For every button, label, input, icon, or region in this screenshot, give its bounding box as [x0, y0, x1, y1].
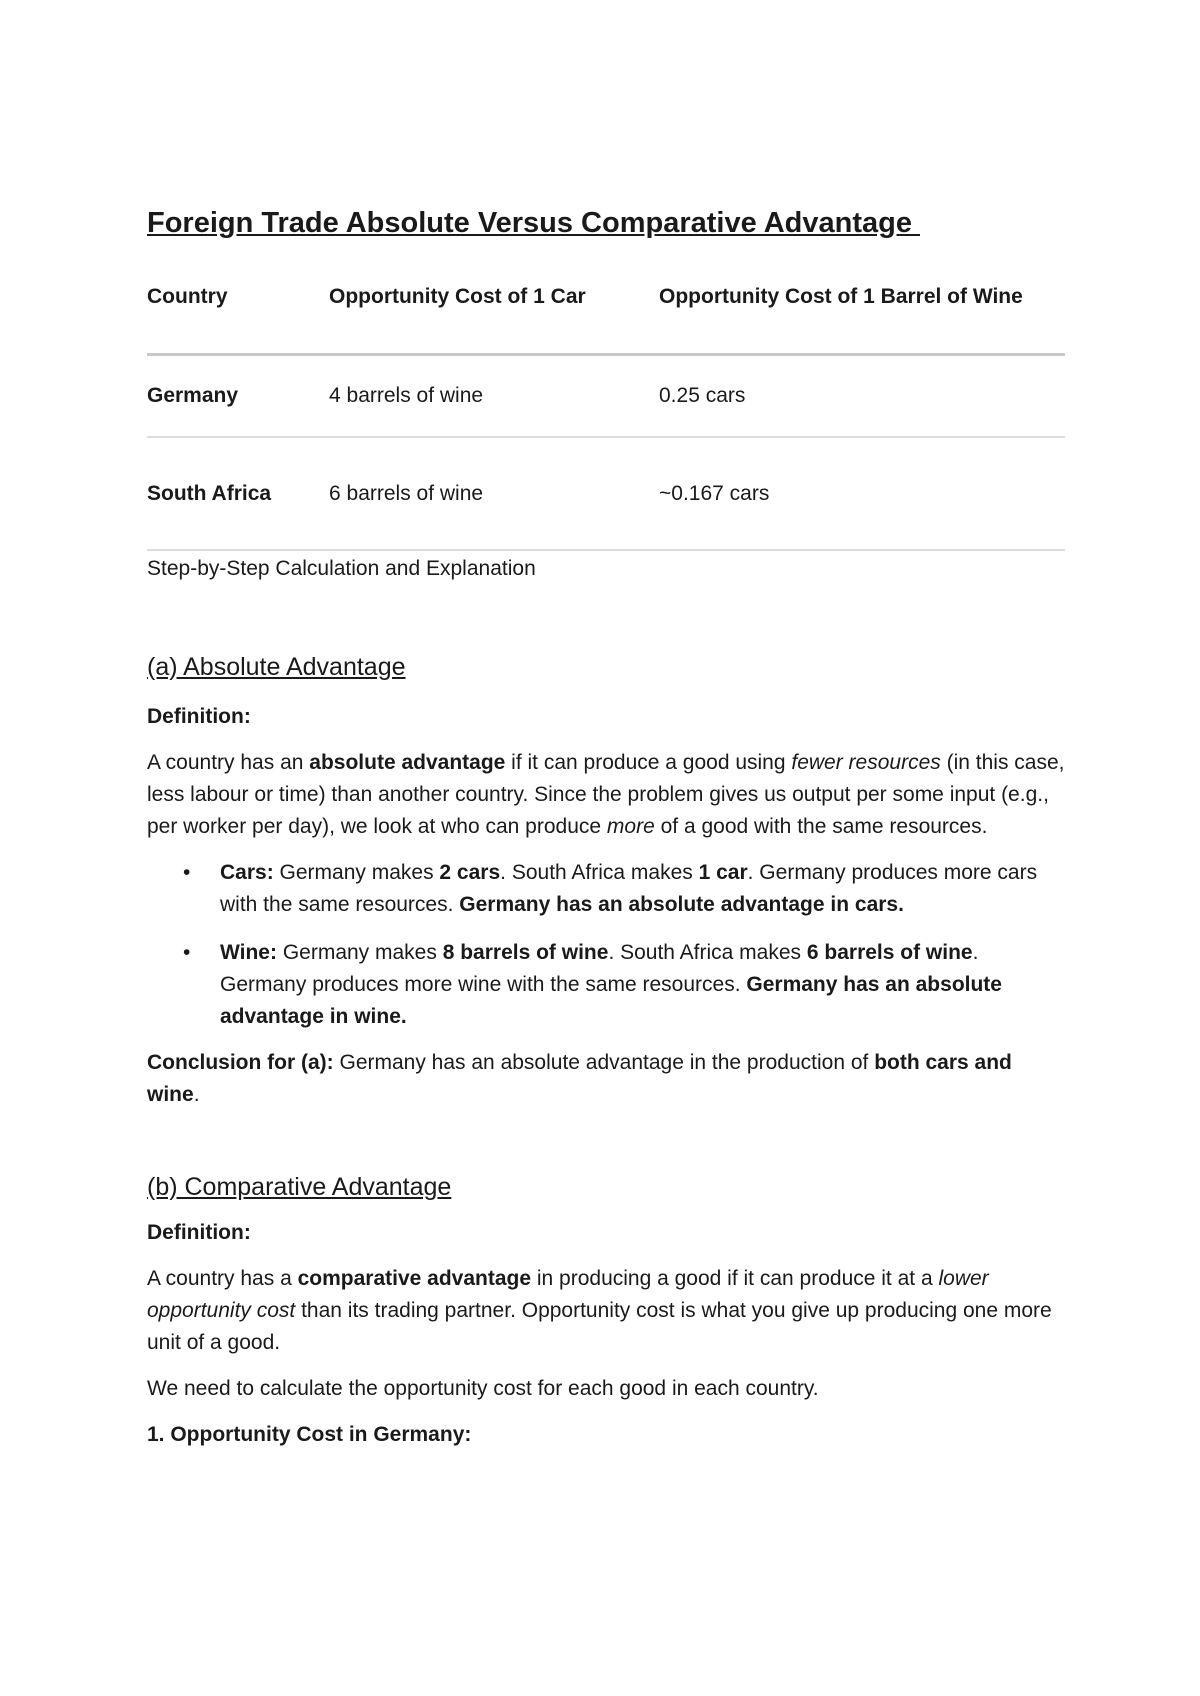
table-cell-car-cost: 4 barrels of wine: [329, 355, 659, 438]
list-item-wine: • Wine: Germany makes 8 barrels of wine. South Africa makes 6 barrels of wine. Germany produces more wine with the same resources. Germany has an absolute advantage in wine.: [147, 937, 1065, 1033]
table-cell-wine-cost: 0.25 cars: [659, 355, 1065, 438]
table-cell-car-cost: 6 barrels of wine: [329, 437, 659, 550]
section-b-need-line: We need to calculate the opportunity cost for each good in each country.: [147, 1377, 819, 1400]
absolute-advantage-list: [147, 857, 1065, 1033]
list-item-cars: • Cars: Germany makes 2 cars. South Africa makes 1 car. Germany produces more cars with the same resources. Germany has an absolute advantage in cars.: [147, 857, 1065, 921]
step-by-step-line: Step-by-Step Calculation and Explanation: [147, 557, 536, 580]
bullet-icon: •: [183, 941, 191, 964]
table-header-row: [147, 281, 1065, 355]
section-b-subheading: 1. Opportunity Cost in Germany:: [147, 1423, 472, 1446]
section-b-definition-text: A country has a comparative advantage in producing a good if it can produce it at a lower opportunity cost than its trading partner. Opportunity cost is what you give up producing one more unit of a good.: [147, 1267, 1052, 1354]
table-header-country: Country: [147, 281, 329, 355]
table-cell-wine-cost: ~0.167 cars: [659, 437, 1065, 550]
section-a-heading: (a) Absolute Advantage: [147, 653, 406, 681]
table-row: [147, 437, 1065, 550]
section-a-definition-text: A country has an absolute advantage if it can produce a good using fewer resources (in this case, less labour or time) than another country. Since the problem gives us output per some input (e.g., per worker per day), we look at who can produce more of a good with the same resources.: [147, 751, 1065, 838]
opportunity-cost-table: [147, 281, 1065, 551]
bullet-icon: •: [183, 861, 191, 884]
document-title: Foreign Trade Absolute Versus Comparative Advantage: [147, 207, 921, 239]
section-b-heading: (b) Comparative Advantage: [147, 1173, 452, 1201]
document-page: [147, 205, 1065, 1451]
table-header-car-cost: Opportunity Cost of 1 Car: [329, 281, 659, 355]
table-row: [147, 355, 1065, 438]
table-header-wine-cost: Opportunity Cost of 1 Barrel of Wine: [659, 281, 1065, 355]
section-a-conclusion: Conclusion for (a): Germany has an absolute advantage in the production of both cars and wine.: [147, 1051, 1012, 1106]
section-b-definition-label: Definition:: [147, 1221, 251, 1244]
section-a-definition-label: Definition:: [147, 705, 251, 728]
table-cell-country: Germany: [147, 355, 329, 438]
table-cell-country: South Africa: [147, 437, 329, 550]
